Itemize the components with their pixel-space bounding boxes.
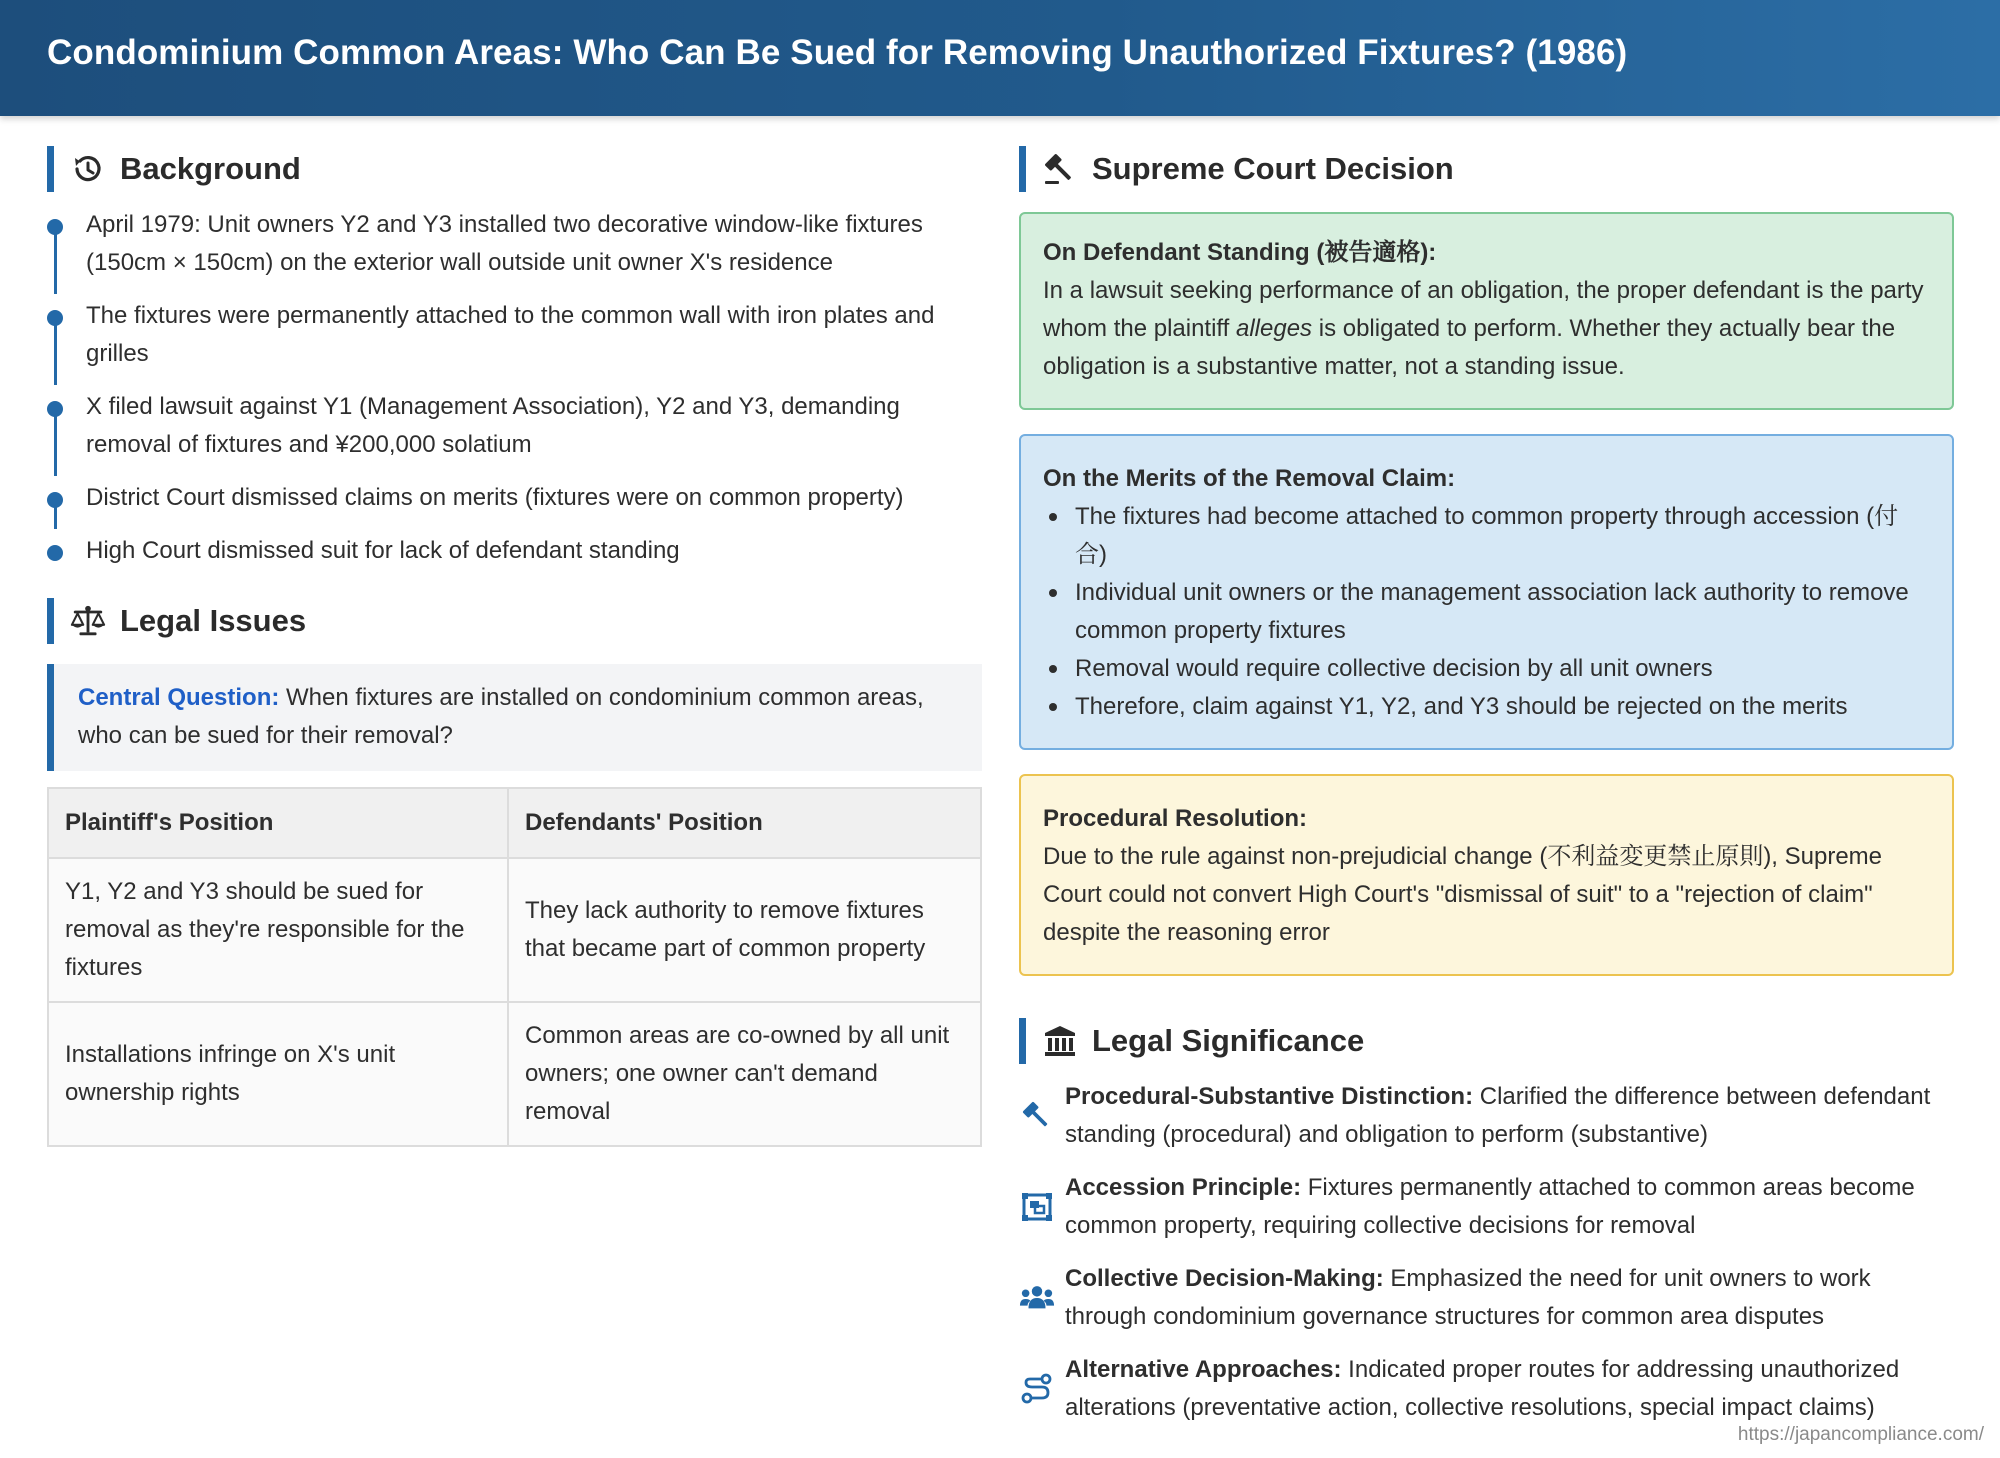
source-url: https://japancompliance.com/	[1737, 1424, 1984, 1445]
significance-text	[1065, 1078, 1954, 1154]
background-section-heading	[47, 146, 982, 192]
background-timeline	[47, 206, 982, 570]
timeline-item: X filed lawsuit against Y1 (Management Association), Y2 and Y3, demanding removal of fixtures and ¥200,000 solatium	[47, 388, 982, 464]
column-header-defendants: Defendants' Position	[508, 788, 981, 858]
legal-issues-section-heading	[47, 598, 982, 644]
left-column	[47, 146, 982, 1147]
procedural-title: Procedural Resolution:	[1043, 805, 1308, 832]
significance-heading: Legal Significance	[1092, 1023, 1365, 1058]
positions-table	[47, 787, 982, 1147]
table-cell: They lack authority to remove fixtures that became part of common property	[508, 858, 981, 1002]
significance-list	[1019, 1078, 1954, 1427]
list-item	[1019, 1351, 1954, 1427]
standing-text-part: In a lawsuit seeking performance of an obligation, the proper defendant is the party whom the plaintiff	[1043, 277, 1924, 342]
page-header	[0, 0, 2000, 116]
timeline-item: District Court dismissed claims on merits (fixtures were on common property)	[47, 479, 982, 517]
history-icon	[70, 151, 106, 187]
table-cell: Common areas are co-owned by all unit owners; one owner can't demand removal	[508, 1002, 981, 1146]
procedural-text: Due to the rule against non-prejudicial change (不利益変更禁止原則), Supreme Court could not convert High Court's "dismissal of suit" to a "rejection of claim" despite the reasoning error	[1043, 843, 1883, 946]
table-cell: Installations infringe on X's unit ownership rights	[48, 1002, 508, 1146]
list-item: The fixtures had become attached to common property through accession (付合)	[1043, 498, 1930, 574]
significance-title: Accession Principle:	[1065, 1174, 1302, 1201]
table-row	[48, 858, 981, 1002]
merits-title: On the Merits of the Removal Claim:	[1043, 465, 1456, 492]
timeline-item: High Court dismissed suit for lack of defendant standing	[47, 532, 982, 570]
significance-section-heading	[1019, 1018, 1954, 1064]
central-question	[47, 664, 982, 771]
merits-list	[1043, 498, 1930, 726]
decision-heading: Supreme Court Decision	[1092, 151, 1454, 186]
defendant-standing-box	[1019, 212, 1954, 410]
list-item	[1019, 1078, 1954, 1154]
procedural-resolution-box	[1019, 774, 1954, 976]
merits-box	[1019, 434, 1954, 750]
page-title: Condominium Common Areas: Who Can Be Sued for Removing Unauthorized Fixtures? (1986)	[47, 33, 1628, 72]
central-question-label: Central Question:	[78, 684, 280, 711]
significance-text	[1065, 1169, 1954, 1245]
gavel-icon	[1042, 151, 1078, 187]
right-column	[1019, 146, 1954, 1442]
standing-text-emphasis: alleges	[1236, 315, 1313, 342]
significance-description: Indicated proper routes for addressing unauthorized alterations (preventative action, collective resolutions, special impact claims)	[1065, 1356, 1900, 1421]
table-row	[48, 1002, 981, 1146]
list-item	[1019, 1260, 1954, 1336]
landmark-icon	[1042, 1023, 1078, 1059]
table-cell: Y1, Y2 and Y3 should be sued for removal as they're responsible for the fixtures	[48, 858, 508, 1002]
significance-title: Procedural-Substantive Distinction:	[1065, 1083, 1474, 1110]
timeline-item: The fixtures were permanently attached to the common wall with iron plates and grilles	[47, 297, 982, 373]
list-item: Therefore, claim against Y1, Y2, and Y3 should be rejected on the merits	[1043, 688, 1930, 726]
significance-title: Alternative Approaches:	[1065, 1356, 1342, 1383]
significance-description: Fixtures permanently attached to common areas become common property, requiring collective decisions for removal	[1065, 1174, 1915, 1239]
route-icon	[1019, 1371, 1055, 1407]
list-item: Removal would require collective decision by all unit owners	[1043, 650, 1930, 688]
column-header-plaintiff: Plaintiff's Position	[48, 788, 508, 858]
significance-description: Clarified the difference between defendant standing (procedural) and obligation to perform (substantive)	[1065, 1083, 1931, 1148]
table-header-row	[48, 788, 981, 858]
users-icon	[1019, 1280, 1055, 1316]
standing-text-part: is obligated to perform. Whether they actually bear the obligation is a substantive matter, not a standing issue.	[1043, 315, 1896, 380]
list-item: Individual unit owners or the management association lack authority to remove common property fixtures	[1043, 574, 1930, 650]
timeline-item: April 1979: Unit owners Y2 and Y3 installed two decorative window-like fixtures (150cm × 150cm) on the exterior wall outside unit owner X's residence	[47, 206, 982, 282]
object-group-icon	[1019, 1189, 1055, 1225]
significance-text	[1065, 1260, 1954, 1336]
decision-section-heading	[1019, 146, 1954, 192]
significance-text	[1065, 1351, 1954, 1427]
legal-issues-heading: Legal Issues	[120, 603, 307, 638]
significance-title: Collective Decision-Making:	[1065, 1265, 1384, 1292]
standing-title: On Defendant Standing (被告適格):	[1043, 239, 1437, 266]
gavel-icon	[1019, 1098, 1055, 1134]
significance-description: Emphasized the need for unit owners to work through condominium governance structures for common area disputes	[1065, 1265, 1871, 1330]
list-item	[1019, 1169, 1954, 1245]
central-question-text: When fixtures are installed on condominium common areas, who can be sued for their removal?	[78, 684, 924, 749]
background-heading: Background	[120, 151, 301, 186]
scales-icon	[70, 603, 106, 639]
standing-text	[1043, 272, 1930, 386]
